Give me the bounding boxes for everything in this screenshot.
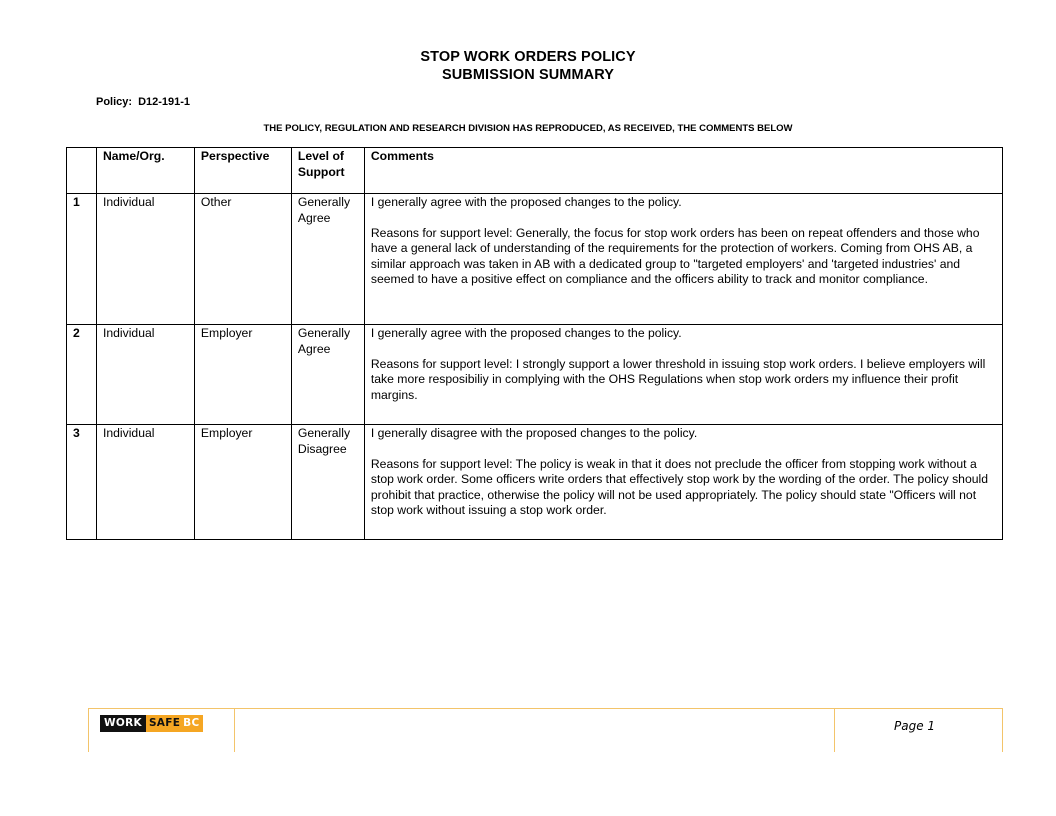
table-row (67, 425, 1003, 540)
document-subtitle: SUBMISSION SUMMARY (441, 67, 615, 83)
row-level-line2: Disagree (297, 441, 347, 456)
comment-summary: I generally agree with the proposed changes to the policy. (370, 326, 682, 340)
table-row (67, 325, 1003, 425)
worksafebc-logo (100, 715, 203, 732)
column-header-comments: Comments (364, 148, 1002, 194)
footer-divider (834, 709, 835, 752)
row-comments (364, 325, 1002, 425)
logo-work-text: WORK (100, 715, 146, 732)
row-level-line2: Agree (297, 341, 331, 356)
row-number: 3 (67, 425, 97, 540)
policy-number: D12-191-1 (138, 96, 191, 108)
row-name: Individual (96, 194, 194, 325)
comment-reason: Reasons for support level: I strongly support a lower threshold in issuing stop work orders. I believe employers will take more resposibiliy in complying with the OHS Regulations when stop work orders my influence their profit margins. (370, 356, 986, 402)
logo-bc-text: BC (183, 715, 203, 732)
row-perspective: Employer (194, 325, 291, 425)
footer-divider (234, 709, 235, 752)
page-footer (88, 708, 1003, 752)
row-comments (364, 194, 1002, 325)
row-level (291, 425, 364, 540)
comment-summary: I generally disagree with the proposed changes to the policy. (370, 426, 698, 440)
footer-divider (1002, 709, 1003, 752)
document-title: STOP WORK ORDERS POLICY (420, 49, 636, 65)
disclaimer: THE POLICY, REGULATION AND RESEARCH DIVISION HAS REPRODUCED, AS RECEIVED, THE COMMENTS BELOW (263, 123, 793, 134)
comment-summary: I generally agree with the proposed changes to the policy. (370, 195, 682, 209)
row-level-line1: Generally (297, 195, 351, 209)
submissions-table (66, 147, 1003, 540)
row-level (291, 325, 364, 425)
row-comments (364, 425, 1002, 540)
column-header-name: Name/Org. (96, 148, 194, 194)
column-header-level (291, 148, 364, 194)
row-level (291, 194, 364, 325)
column-header-number (67, 148, 97, 194)
row-number: 2 (67, 325, 97, 425)
column-header-perspective: Perspective (194, 148, 291, 194)
policy-reference (96, 96, 190, 108)
row-level-line1: Generally (297, 326, 351, 340)
comment-reason: Reasons for support level: Generally, the focus for stop work orders has been on repeat offenders and those who have a general lack of understanding of the requirements for the protection of workers. Coming from OHS AB, a similar approach was taken in AB with a dedicated group to "targeted employers' and 'targeted industries' and seemed to have a positive effect on compliance and the officers ability to track and monitor compliance. (370, 225, 980, 286)
policy-label: Policy: (96, 96, 133, 108)
row-number: 1 (67, 194, 97, 325)
row-name: Individual (96, 425, 194, 540)
table-header-row (67, 148, 1003, 194)
column-header-level-line2: Support (297, 164, 345, 179)
row-name: Individual (96, 325, 194, 425)
row-perspective: Employer (194, 425, 291, 540)
logo-safe-text: SAFE (146, 715, 183, 732)
row-level-line1: Generally (297, 426, 351, 440)
column-header-level-line1: Level of (297, 149, 344, 163)
comment-reason: Reasons for support level: The policy is weak in that it does not preclude the officer from stopping work without a stop work order. Some officers write orders that effectively stop work by the wording of the order. The policy should prohibit that practice, otherwise the policy will not be used appropriately. The policy should state "Officers will not stop work without issuing a stop work order. (370, 456, 989, 517)
footer-divider (88, 709, 89, 752)
row-perspective: Other (194, 194, 291, 325)
table-row (67, 194, 1003, 325)
row-level-line2: Agree (297, 210, 331, 225)
page-number: Page 1 (894, 719, 936, 733)
